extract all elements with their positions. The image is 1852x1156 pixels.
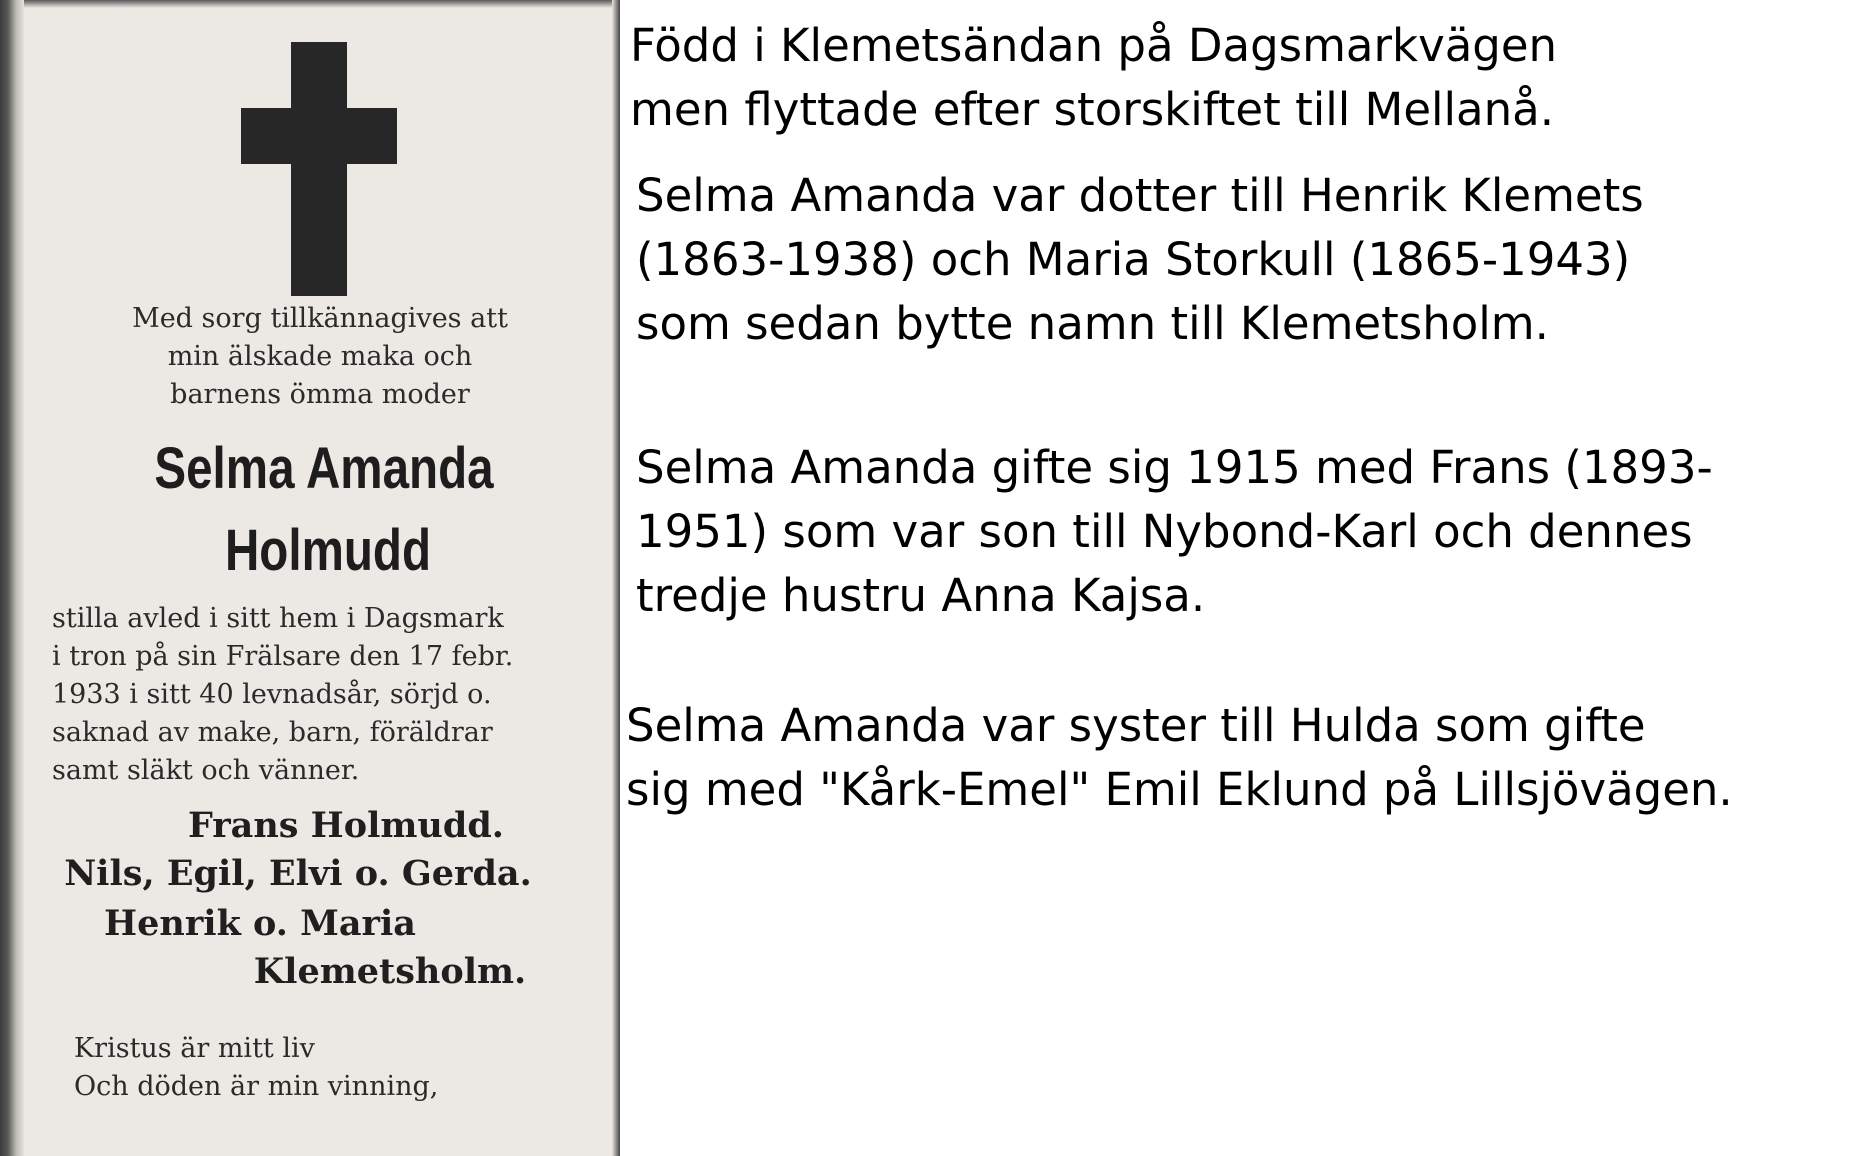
verse-line: Kristus är mitt liv bbox=[74, 1033, 315, 1064]
paragraph-line: men flyttade efter storskiftet till Mellanå. bbox=[630, 83, 1555, 136]
sibling-paragraph bbox=[626, 694, 1733, 822]
intro-line: barnens ömma moder bbox=[170, 379, 470, 410]
cross-icon bbox=[241, 42, 397, 296]
body-line: 1933 i sitt 40 levnadsår, sörjd o. bbox=[52, 679, 492, 710]
parents-paragraph bbox=[636, 164, 1644, 356]
cross-vertical-bar bbox=[291, 42, 347, 296]
signer-line: Frans Holmudd. bbox=[187, 805, 504, 846]
intro-line: Med sorg tillkännagives att bbox=[132, 303, 508, 334]
body-line: saknad av make, barn, föräldrar bbox=[52, 717, 493, 748]
paragraph-line: Född i Klemetsändan på Dagsmarkvägen bbox=[630, 19, 1558, 72]
obituary-clipping bbox=[0, 0, 620, 1156]
paragraph-line: sig med "Kårk-Emel" Emil Eklund på Lillsjövägen. bbox=[626, 763, 1733, 816]
cross-horizontal-bar bbox=[241, 108, 397, 164]
marriage-paragraph bbox=[636, 436, 1713, 628]
signer-line: Klemetsholm. bbox=[253, 951, 527, 992]
obituary-verse bbox=[74, 1030, 594, 1106]
intro-line: min älskade maka och bbox=[167, 341, 473, 372]
birthplace-paragraph bbox=[630, 14, 1557, 142]
paragraph-line: (1863-1938) och Maria Storkull (1865-1943) bbox=[636, 233, 1631, 286]
signer-line: Henrik o. Maria bbox=[104, 903, 416, 944]
body-line: samt släkt och vänner. bbox=[52, 755, 360, 786]
verse-line: Och döden är min vinning, bbox=[74, 1071, 439, 1102]
paragraph-line: Selma Amanda var syster till Hulda som gifte bbox=[626, 699, 1646, 752]
clipping-top-edge bbox=[0, 0, 620, 8]
paragraph-line: 1951) som var son till Nybond-Karl och dennes bbox=[636, 505, 1693, 558]
paragraph-line: Selma Amanda gifte sig 1915 med Frans (1893- bbox=[636, 441, 1713, 494]
paragraph-line: tredje hustru Anna Kajsa. bbox=[636, 569, 1206, 622]
body-line: i tron på sin Frälsare den 17 febr. bbox=[52, 641, 514, 672]
obituary-body bbox=[52, 600, 612, 790]
paragraph-line: Selma Amanda var dotter till Henrik Klemets bbox=[636, 169, 1644, 222]
obituary-intro bbox=[10, 300, 620, 414]
clipping-left-edge bbox=[0, 0, 24, 1156]
deceased-name-last: Holmudd bbox=[224, 518, 432, 583]
body-line: stilla avled i sitt hem i Dagsmark bbox=[52, 603, 504, 634]
paragraph-line: som sedan bytte namn till Klemetsholm. bbox=[636, 297, 1549, 350]
deceased-name-first: Selma Amanda bbox=[154, 436, 494, 501]
signer-line: Nils, Egil, Elvi o. Gerda. bbox=[64, 853, 532, 894]
